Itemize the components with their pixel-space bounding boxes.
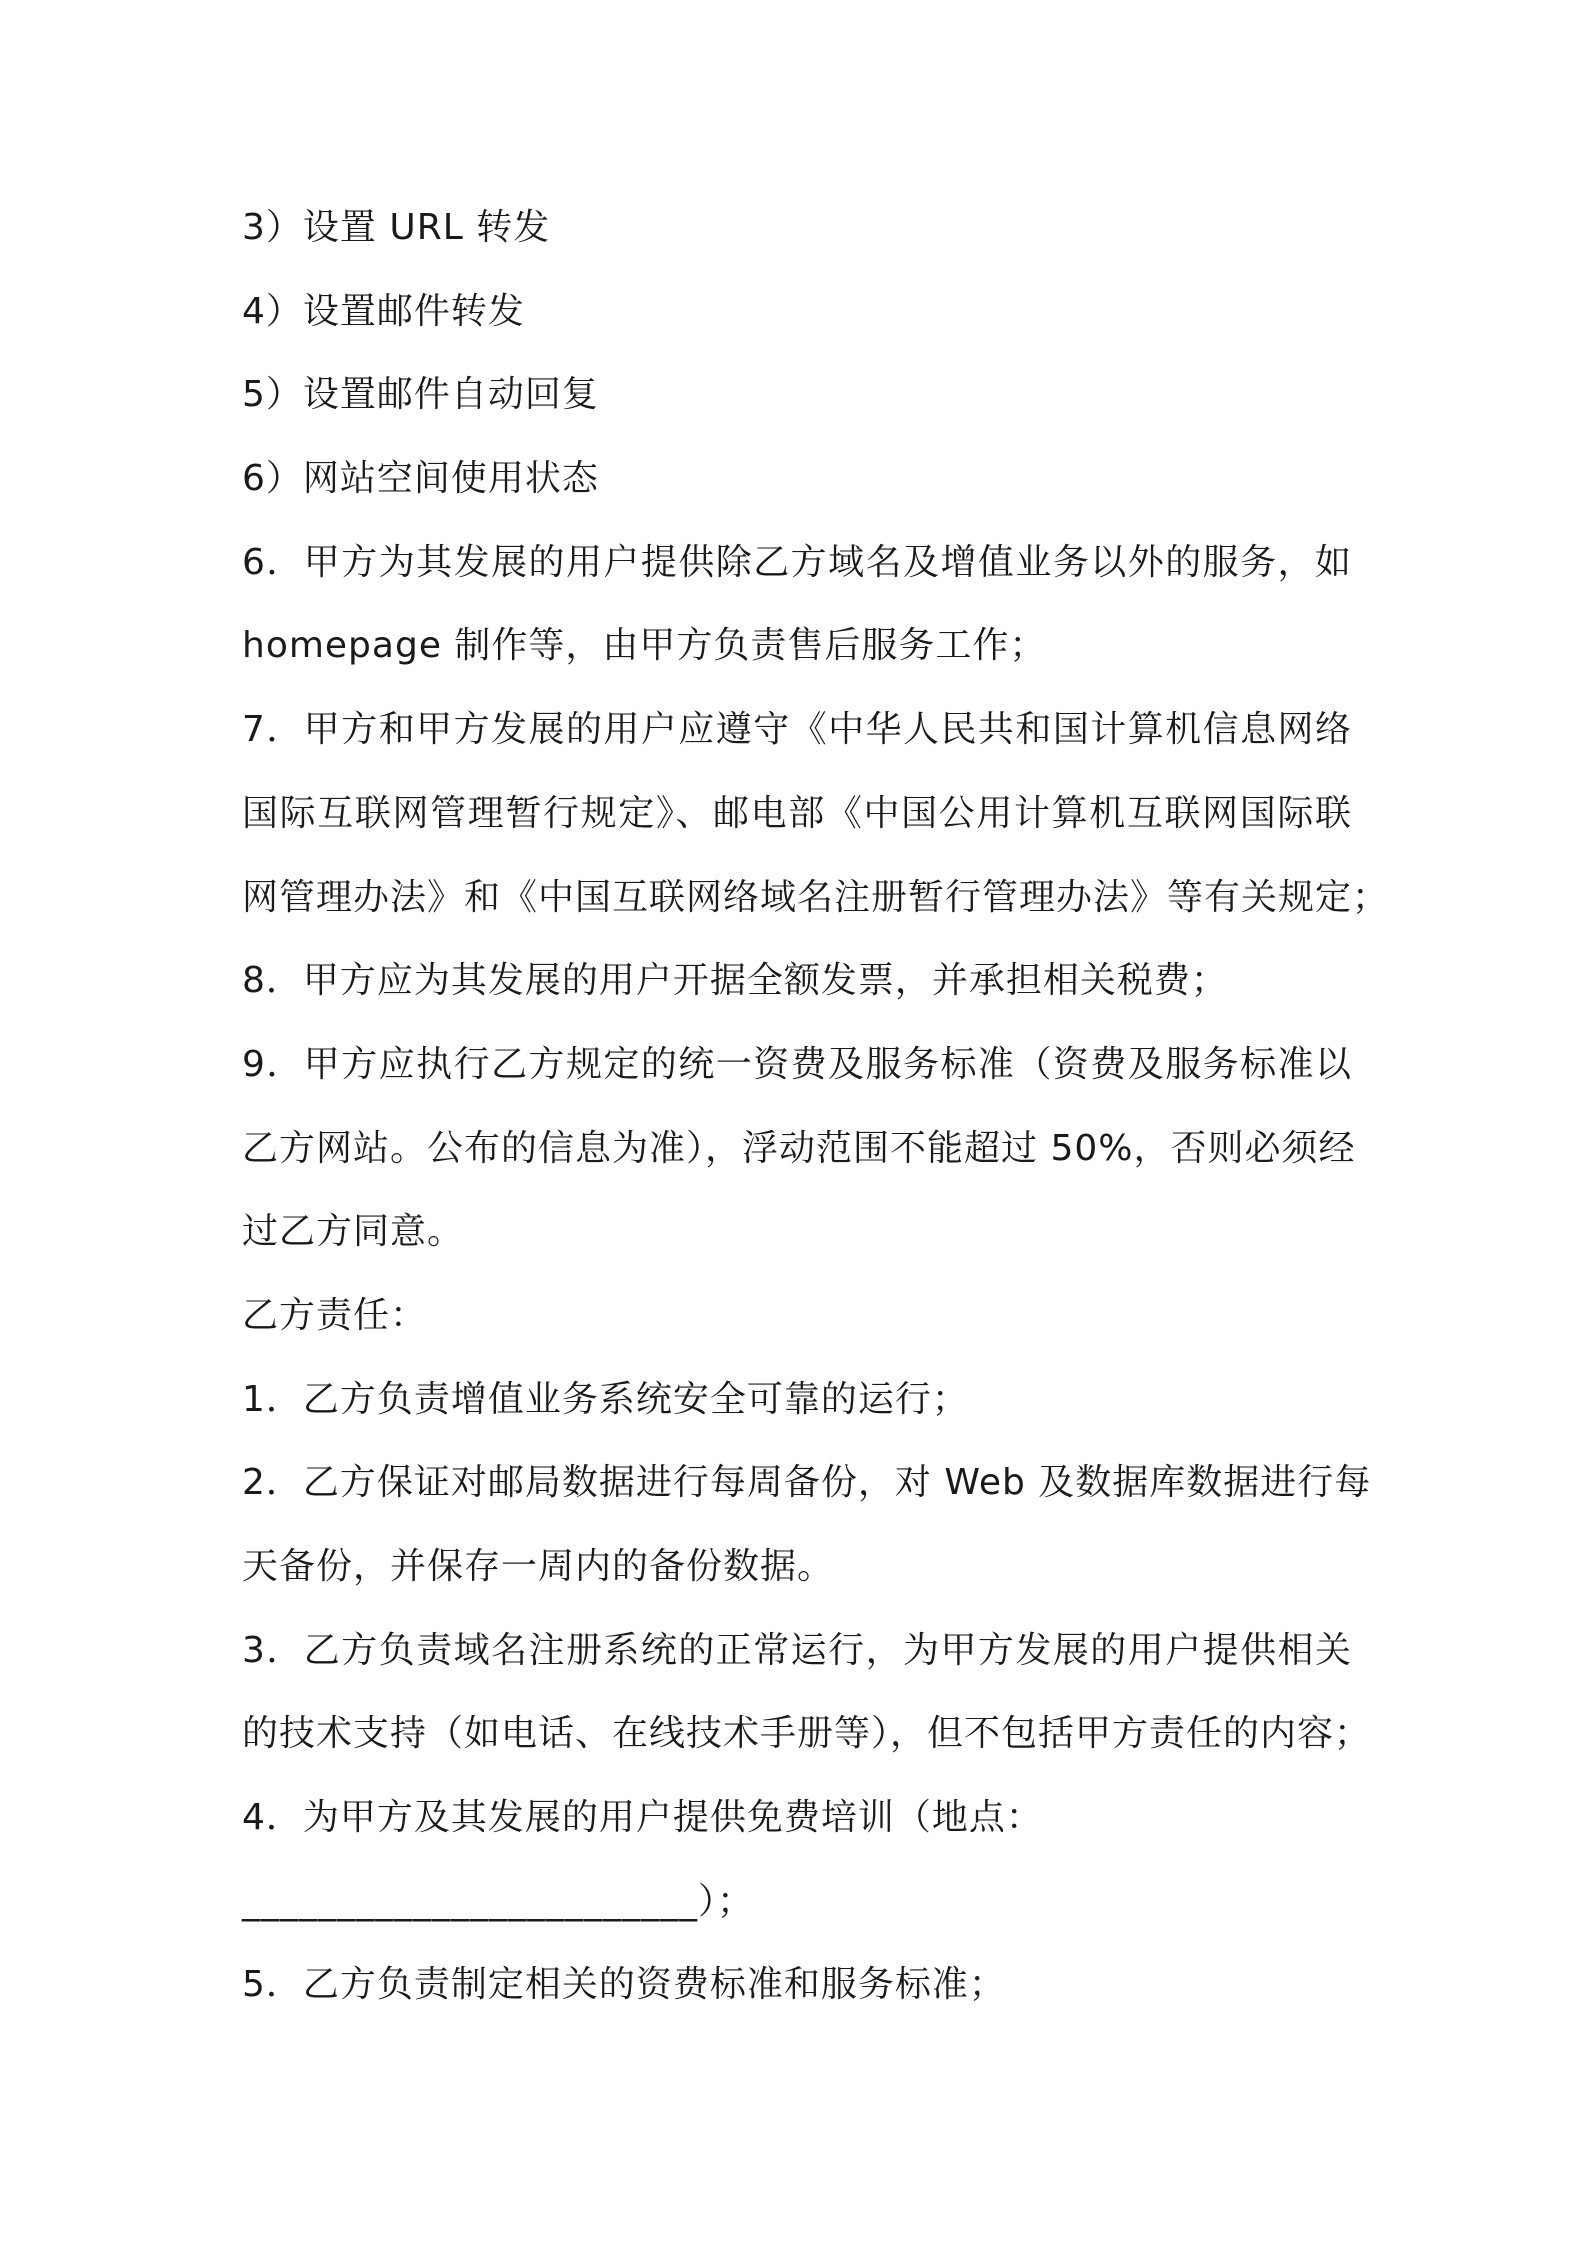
party-b-clause-3-line-2: 的技术支持（如电话、在线技术手册等），但不包括甲方责任的内容； (242, 1713, 1372, 1755)
list-item-space-status: 6）网站空间使用状态 (242, 458, 599, 500)
party-b-clause-3-line-1: 3．乙方负责域名注册系统的正常运行，为甲方发展的用户提供相关 (242, 1629, 1352, 1671)
clause-9-line-1: 9．甲方应执行乙方规定的统一资费及服务标准（资费及服务标准以 (242, 1043, 1352, 1085)
clause-7-line-2: 国际互联网管理暂行规定》、邮电部《中国公用计算机互联网国际联 (242, 792, 1352, 834)
clause-7-line-1: 7．甲方和甲方发展的用户应遵守《中华人民共和国计算机信息网络 (242, 709, 1352, 751)
list-item-url-forwarding: 3）设置 URL 转发 (242, 207, 551, 248)
clause-6-line-2: homepage 制作等，由甲方负责售后服务工作； (242, 625, 1047, 667)
document-body (242, 197, 1390, 2038)
clause-7-line-3: 网管理办法》和《中国互联网络域名注册暂行管理办法》等有关规定； (242, 876, 1390, 918)
party-b-clause-1: 1．乙方负责增值业务系统安全可靠的运行； (242, 1378, 969, 1420)
clause-9-line-2: 乙方网站。公布的信息为准），浮动范围不能超过 50%，否则必须经 (242, 1127, 1356, 1169)
section-heading-party-b: 乙方责任： (242, 1294, 428, 1336)
party-b-clause-5: 5．乙方负责制定相关的资费标准和服务标准； (242, 1964, 1006, 2006)
party-b-clause-4-line-1: 4．为甲方及其发展的用户提供免费培训（地点： (242, 1797, 1043, 1839)
party-b-clause-2-line-1: 2．乙方保证对邮局数据进行每周备份，对 Web 及数据库数据进行每 (242, 1462, 1372, 1504)
list-item-mail-forwarding: 4）设置邮件转发 (242, 290, 525, 332)
clause-9-line-3: 过乙方同意。 (242, 1211, 465, 1253)
list-item-mail-autoreply: 5）设置邮件自动回复 (242, 374, 599, 416)
party-b-clause-4-blank-line: ________________________）； (242, 1880, 754, 1922)
clause-6-line-1: 6．甲方为其发展的用户提供除乙方域名及增值业务以外的服务，如 (242, 541, 1352, 583)
party-b-clause-2-line-2: 天备份，并保存一周内的备份数据。 (242, 1546, 835, 1587)
clause-8: 8．甲方应为其发展的用户开据全额发票，并承担相关税费； (242, 960, 1228, 1002)
